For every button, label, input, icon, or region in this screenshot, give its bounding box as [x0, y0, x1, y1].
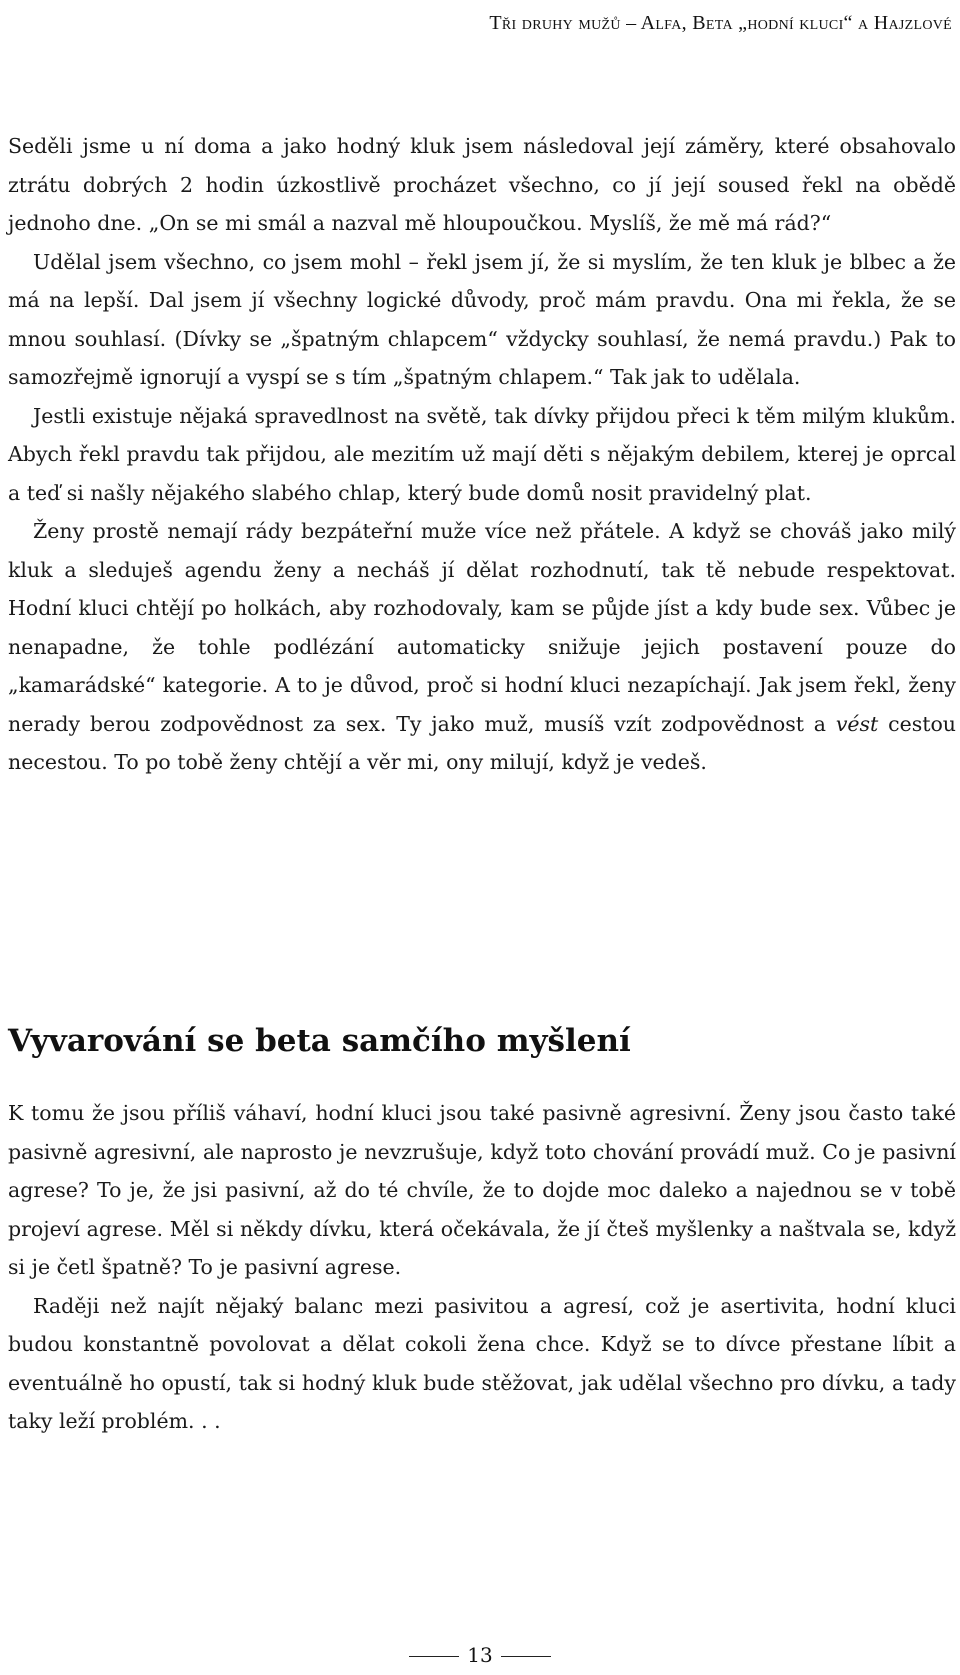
paragraph-5-text: K tomu že jsou příliš váhaví, hodní kluci jsou také pasivně agresivní. Ženy jsou často také pasivně agresivní, ale naprosto je nevzrušuje, když toto chování provádí muž. Co je pasivní agrese? To je, že jsi pasivní, až do té chvíle, že to dojde moc daleko a najednou se v tobě projeví agrese. Měl si někdy dívku, která očekávala, že jí čteš myšlenky a naštvala se, když si je četl špatně? To je pasivní agrese.: [8, 1101, 956, 1279]
paragraph-6-text: Raději než najít nějaký balanc mezi pasivitou a agresí, což je asertivita, hodní kluci budou konstantně povolovat a dělat cokoli žena chce. Když se to dívce přestane líbit a eventuálně ho opustí, tak si hodný kluk bude stěžovat, jak udělal všechno pro dívku, a tady taky leží problém. . .: [8, 1293, 956, 1433]
paragraph-4-text-end: cestou necestou. To po tobě ženy chtějí a věr mi, ony milují, když je vedeš.: [8, 711, 957, 774]
paragraph-4: [8, 512, 956, 782]
paragraph-2: [8, 243, 956, 397]
paragraph-4-text-start: Ženy prostě nemají rády bezpáteřní muže více než přátele. A když se chováš jako milý kluk a sleduješ agendu ženy a necháš jí dělat rozhodnutí, tak tě nebude respektovat. Hodní kluci chtějí po holkách, aby rozhodovaly, kam se půjde jíst a kdy bude sex. Vůbec je nenapadne, že tohle podlézání automaticky snižuje jejich postavení pouze do „kamarádské“ kategorie. A to je důvod, proč si hodní kluci nezapíchají. Jak jsem řekl, ženy nerady berou zodpovědnost za sex. Ty jako muž, musíš vzít zodpovědnost a: [8, 519, 956, 736]
paragraph-2-text: Udělal jsem všechno, co jsem mohl – řekl jsem jí, že si myslím, že ten kluk je blbec a že má na lepší. Dal jsem jí všechny logické důvody, proč mám pravdu. Ona mi řekla, že se mnou souhlasí. (Dívky se „špatným chlapcem“ vždycky souhlasí, že nemá pravdu.) Pak to samozřejmě ignorují a vyspí se s tím „špatným chlapem.“ Tak jak to udělala.: [8, 249, 956, 389]
paragraph-3: [8, 397, 956, 513]
body-text-top: [8, 127, 956, 782]
section-heading: Vyvarování se beta samčího myšlení: [8, 1023, 631, 1059]
footer-rule-left: [409, 1656, 459, 1657]
page-number: 13: [467, 1643, 493, 1667]
page-footer: [0, 1643, 960, 1667]
paragraph-6: [8, 1287, 956, 1441]
paragraph-1: [8, 127, 956, 243]
paragraph-5: [8, 1094, 956, 1287]
paragraph-3-text: Jestli existuje nějaká spravedlnost na světě, tak dívky přijdou přeci k těm milým klukům. Abych řekl pravdu tak přijdou, ale mezitím už mají děti s nějakým debilem, kterej je oprcal a teď si našly nějakého slabého chlap, který bude domů nosit pravidelný plat.: [8, 403, 956, 505]
footer-rule-right: [501, 1656, 551, 1657]
body-text-bottom: [8, 1094, 956, 1441]
paragraph-4-emphasis: vést: [835, 711, 879, 736]
running-header: Tři druhy mužů – Alfa, Beta „hodní kluci“ a Hajzlové: [489, 12, 952, 34]
paragraph-1-text: Seděli jsme u ní doma a jako hodný kluk jsem následoval její záměry, které obsahovalo ztrátu dobrých 2 hodin úzkostlivě procházet všechno, co jí její soused řekl na obědě jednoho dne. „On se mi smál a nazval mě hloupoučkou. Myslíš, že mě má rád?“: [8, 134, 956, 235]
